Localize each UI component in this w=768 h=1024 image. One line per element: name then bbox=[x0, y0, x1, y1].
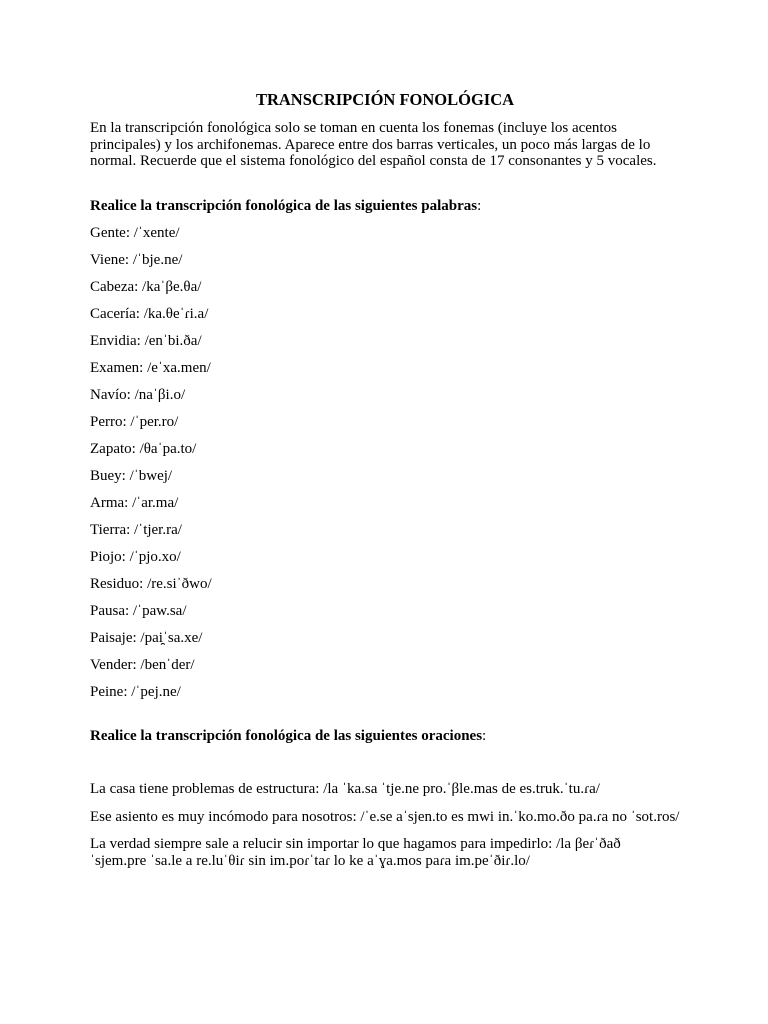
words-heading-colon: : bbox=[477, 197, 482, 214]
sentences-heading-text: Realice la transcripción fonológica de las siguientes oraciones bbox=[90, 727, 483, 744]
intro-paragraph: En la transcripción fonológica solo se toman en cuenta los fonemas (incluye los acentos principales) y los archifonemas. Aparece entre dos barras verticales, un poco más largas de lo normal. Recuerde que el sistema fonológico del español consta de 17 consonantes y 5 vocales. bbox=[90, 120, 657, 169]
list-item: Examen: /eˈxa.men/ bbox=[90, 359, 211, 376]
sentence-item: La verdad siempre sale a relucir sin importar lo que hagamos para impedirlo: /la βeɾˈðað ˈsjem.pre ˈsa.le a re.luˈθiɾ sin im.poɾˈtaɾ lo ke aˈɣa.mos paɾa im.peˈðiɾ.lo/ bbox=[90, 836, 621, 869]
list-item: Paisaje: /pai̯ˈsa.xe/ bbox=[90, 630, 203, 647]
list-item: Buey: /ˈbwej/ bbox=[90, 467, 173, 484]
document-title: TRANSCRIPCIÓN FONOLÓGICA bbox=[255, 90, 515, 109]
list-item: Peine: /ˈpej.ne/ bbox=[90, 684, 181, 701]
list-item: Residuo: /re.siˈðwo/ bbox=[90, 576, 212, 593]
sentences-section-heading bbox=[90, 728, 680, 745]
list-item: Perro: /ˈper.ro/ bbox=[90, 413, 179, 430]
sentence-item: Ese asiento es muy incómodo para nosotros: /ˈe.se aˈsjen.to es mwi in.ˈko.mo.ðo pa.ɾa no ˈsot.ros/ bbox=[90, 808, 680, 825]
list-item: Navío: /naˈβi.o/ bbox=[90, 386, 186, 403]
sentences-list bbox=[90, 781, 680, 869]
list-item: Pausa: /ˈpaw.sa/ bbox=[90, 603, 187, 620]
list-item: Gente: /ˈxente/ bbox=[90, 224, 180, 241]
list-item: Viene: /ˈbje.ne/ bbox=[90, 251, 183, 268]
list-item: Vender: /benˈder/ bbox=[90, 657, 195, 674]
list-item: Envidia: /enˈbi.ða/ bbox=[90, 332, 202, 349]
sentence-item: La casa tiene problemas de estructura: /la ˈka.sa ˈtje.ne pro.ˈβle.mas de es.truk.ˈtu.ɾa/ bbox=[90, 781, 600, 798]
list-item: Piojo: /ˈpjo.xo/ bbox=[90, 549, 181, 566]
document-body bbox=[90, 90, 680, 880]
list-item: Arma: /ˈar.ma/ bbox=[90, 495, 179, 512]
sentences-heading-colon: : bbox=[482, 727, 487, 744]
list-item: Tierra: /ˈtjer.ra/ bbox=[90, 522, 182, 539]
list-item: Zapato: /θaˈpa.to/ bbox=[90, 440, 197, 457]
list-item: Cacería: /ka.θeˈɾi.a/ bbox=[90, 305, 209, 322]
words-list bbox=[90, 214, 680, 701]
words-heading-text: Realice la transcripción fonológica de las siguientes palabras bbox=[90, 197, 478, 214]
list-item: Cabeza: /kaˈβe.θa/ bbox=[90, 278, 202, 295]
words-section-heading bbox=[90, 198, 680, 215]
